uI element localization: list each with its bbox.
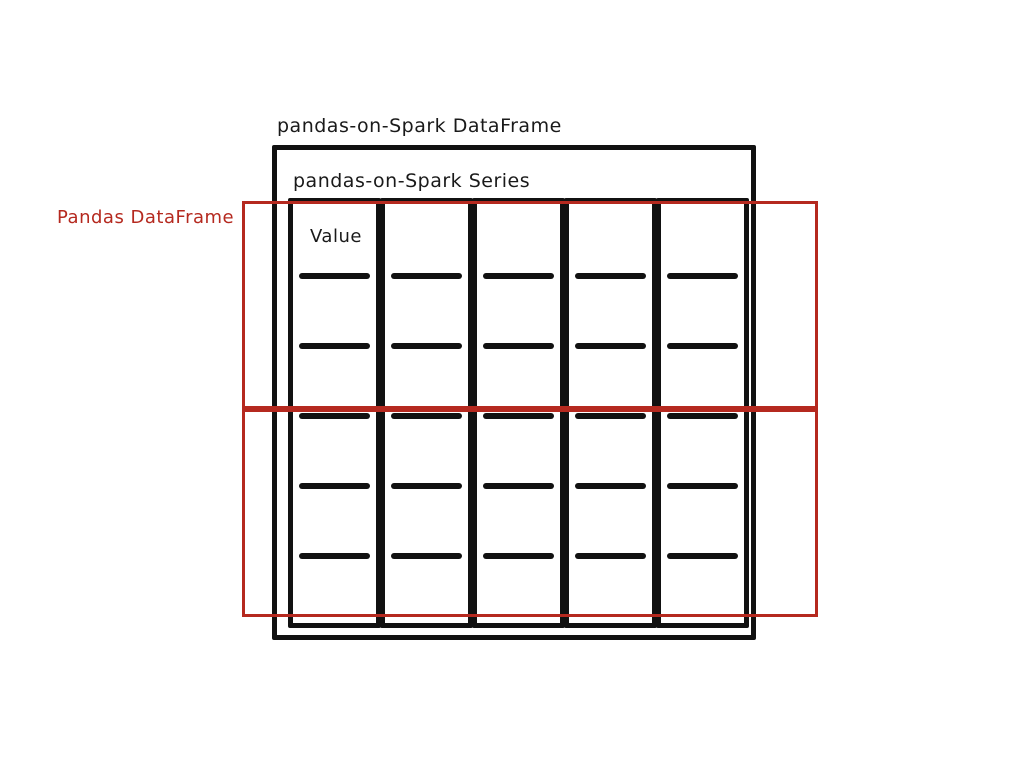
pandas-dataframe-label: Pandas DataFrame bbox=[57, 207, 235, 228]
pandas-dataframe-partition-bottom bbox=[242, 409, 818, 617]
value-column-header-label: Value bbox=[310, 226, 362, 247]
pandas-on-spark-series-label: pandas-on-Spark Series bbox=[293, 170, 531, 192]
pandas-on-spark-dataframe-label: pandas-on-Spark DataFrame bbox=[277, 115, 562, 137]
